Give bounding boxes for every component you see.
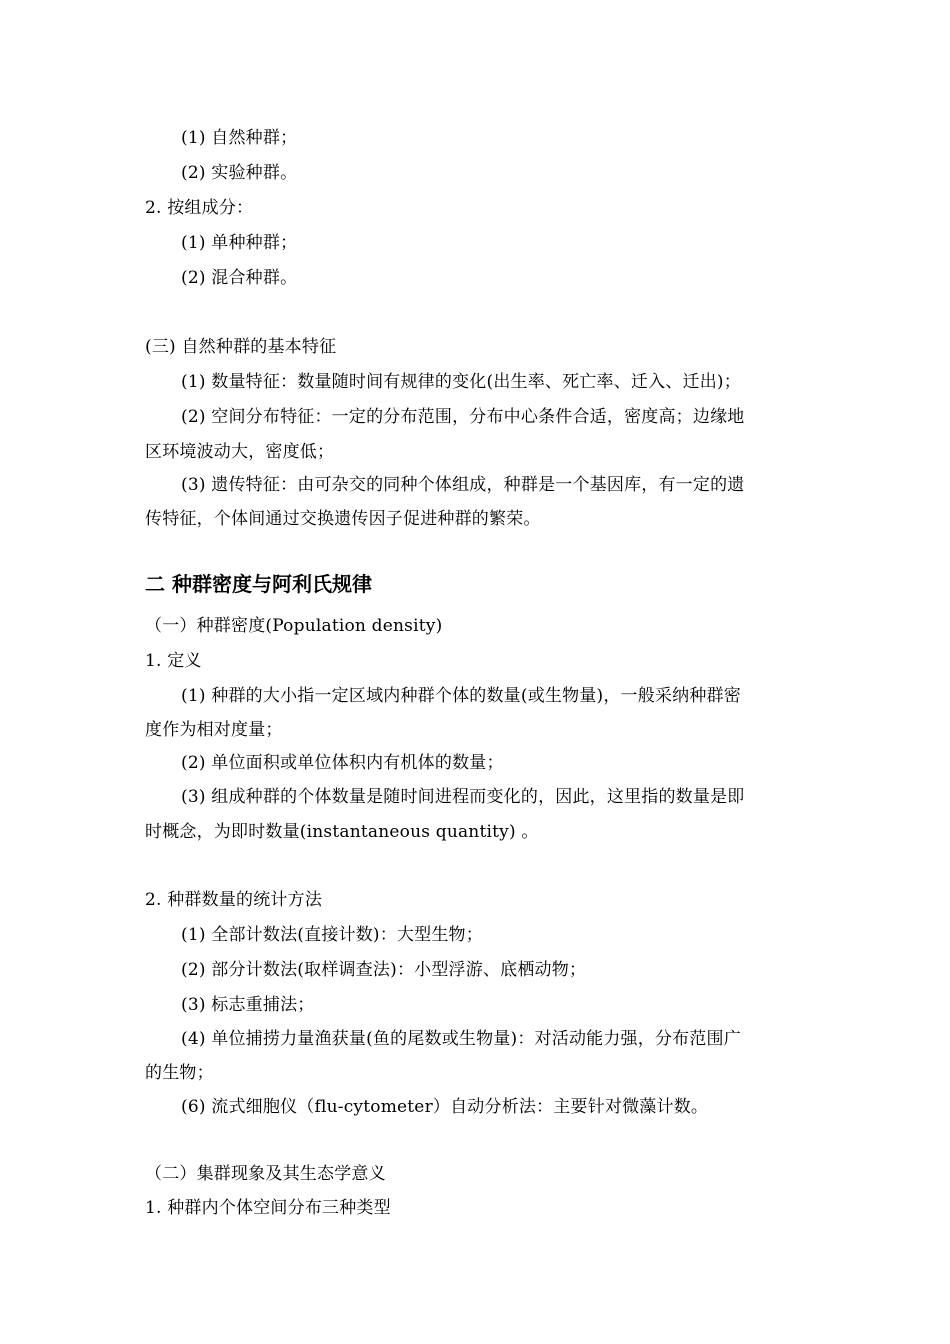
paragraph-genetic-feature-cont: 传特征，个体间通过交换遗传因子促进种群的繁荣。 (145, 509, 541, 529)
paragraph-definition-3-cont: 时概念，为即时数量(instantaneous quantity) 。 (145, 822, 539, 842)
item-spatial-distribution: 1. 种群内个体空间分布三种类型 (145, 1198, 391, 1218)
paragraph-quantity-feature: (1) 数量特征：数量随时间有规律的变化(出生率、死亡率、迁入、迁出)； (181, 372, 741, 392)
subsection-aggregation: （二）集群现象及其生态学意义 (145, 1164, 386, 1184)
section-heading-density: 二 种群密度与阿利氏规律 (145, 572, 372, 596)
paragraph-spatial-feature: (2) 空间分布特征：一定的分布范围，分布中心条件合适，密度高；边缘地 (181, 407, 745, 427)
list-item-mark-recapture: (3) 标志重捕法； (181, 995, 315, 1015)
list-item-full-count: (1) 全部计数法(直接计数)：大型生物； (181, 925, 483, 945)
subsection-population-density: （一）种群密度(Population density) (145, 616, 443, 636)
section-by-composition: 2. 按组成分： (145, 198, 254, 218)
list-item-catch-per-effort: (4) 单位捕捞力量渔获量(鱼的尾数或生物量)：对活动能力强，分布范围广 (181, 1029, 741, 1049)
paragraph-definition-3: (3) 组成种群的个体数量是随时间进程而变化的，因此，这里指的数量是即 (181, 787, 745, 807)
list-item-partial-count: (2) 部分计数法(取样调查法)：小型浮游、底栖动物； (181, 960, 587, 980)
list-item-mixed-species: (2) 混合种群。 (181, 268, 298, 288)
paragraph-definition-2: (2) 单位面积或单位体积内有机体的数量； (181, 753, 504, 773)
item-counting-methods: 2. 种群数量的统计方法 (145, 890, 323, 910)
list-item-catch-per-effort-cont: 的生物； (145, 1063, 214, 1083)
list-item-flow-cytometer: (6) 流式细胞仪（flu-cytometer）自动分析法：主要针对微藻计数。 (181, 1097, 709, 1117)
paragraph-spatial-feature-cont: 区环境波动大，密度低； (145, 442, 335, 462)
item-definition: 1. 定义 (145, 651, 202, 671)
paragraph-definition-1-cont: 度作为相对度量； (145, 720, 283, 740)
list-item-experimental-population: (2) 实验种群。 (181, 163, 298, 183)
paragraph-genetic-feature: (3) 遗传特征：由可杂交的同种个体组成，种群是一个基因库，有一定的遗 (181, 475, 745, 495)
list-item-single-species: (1) 单种种群； (181, 233, 298, 253)
subsection-basic-features: (三) 自然种群的基本特征 (145, 337, 337, 357)
paragraph-definition-1: (1) 种群的大小指一定区域内种群个体的数量(或生物量)，一般采纳种群密 (181, 686, 741, 706)
list-item-natural-population: (1) 自然种群； (181, 128, 298, 148)
